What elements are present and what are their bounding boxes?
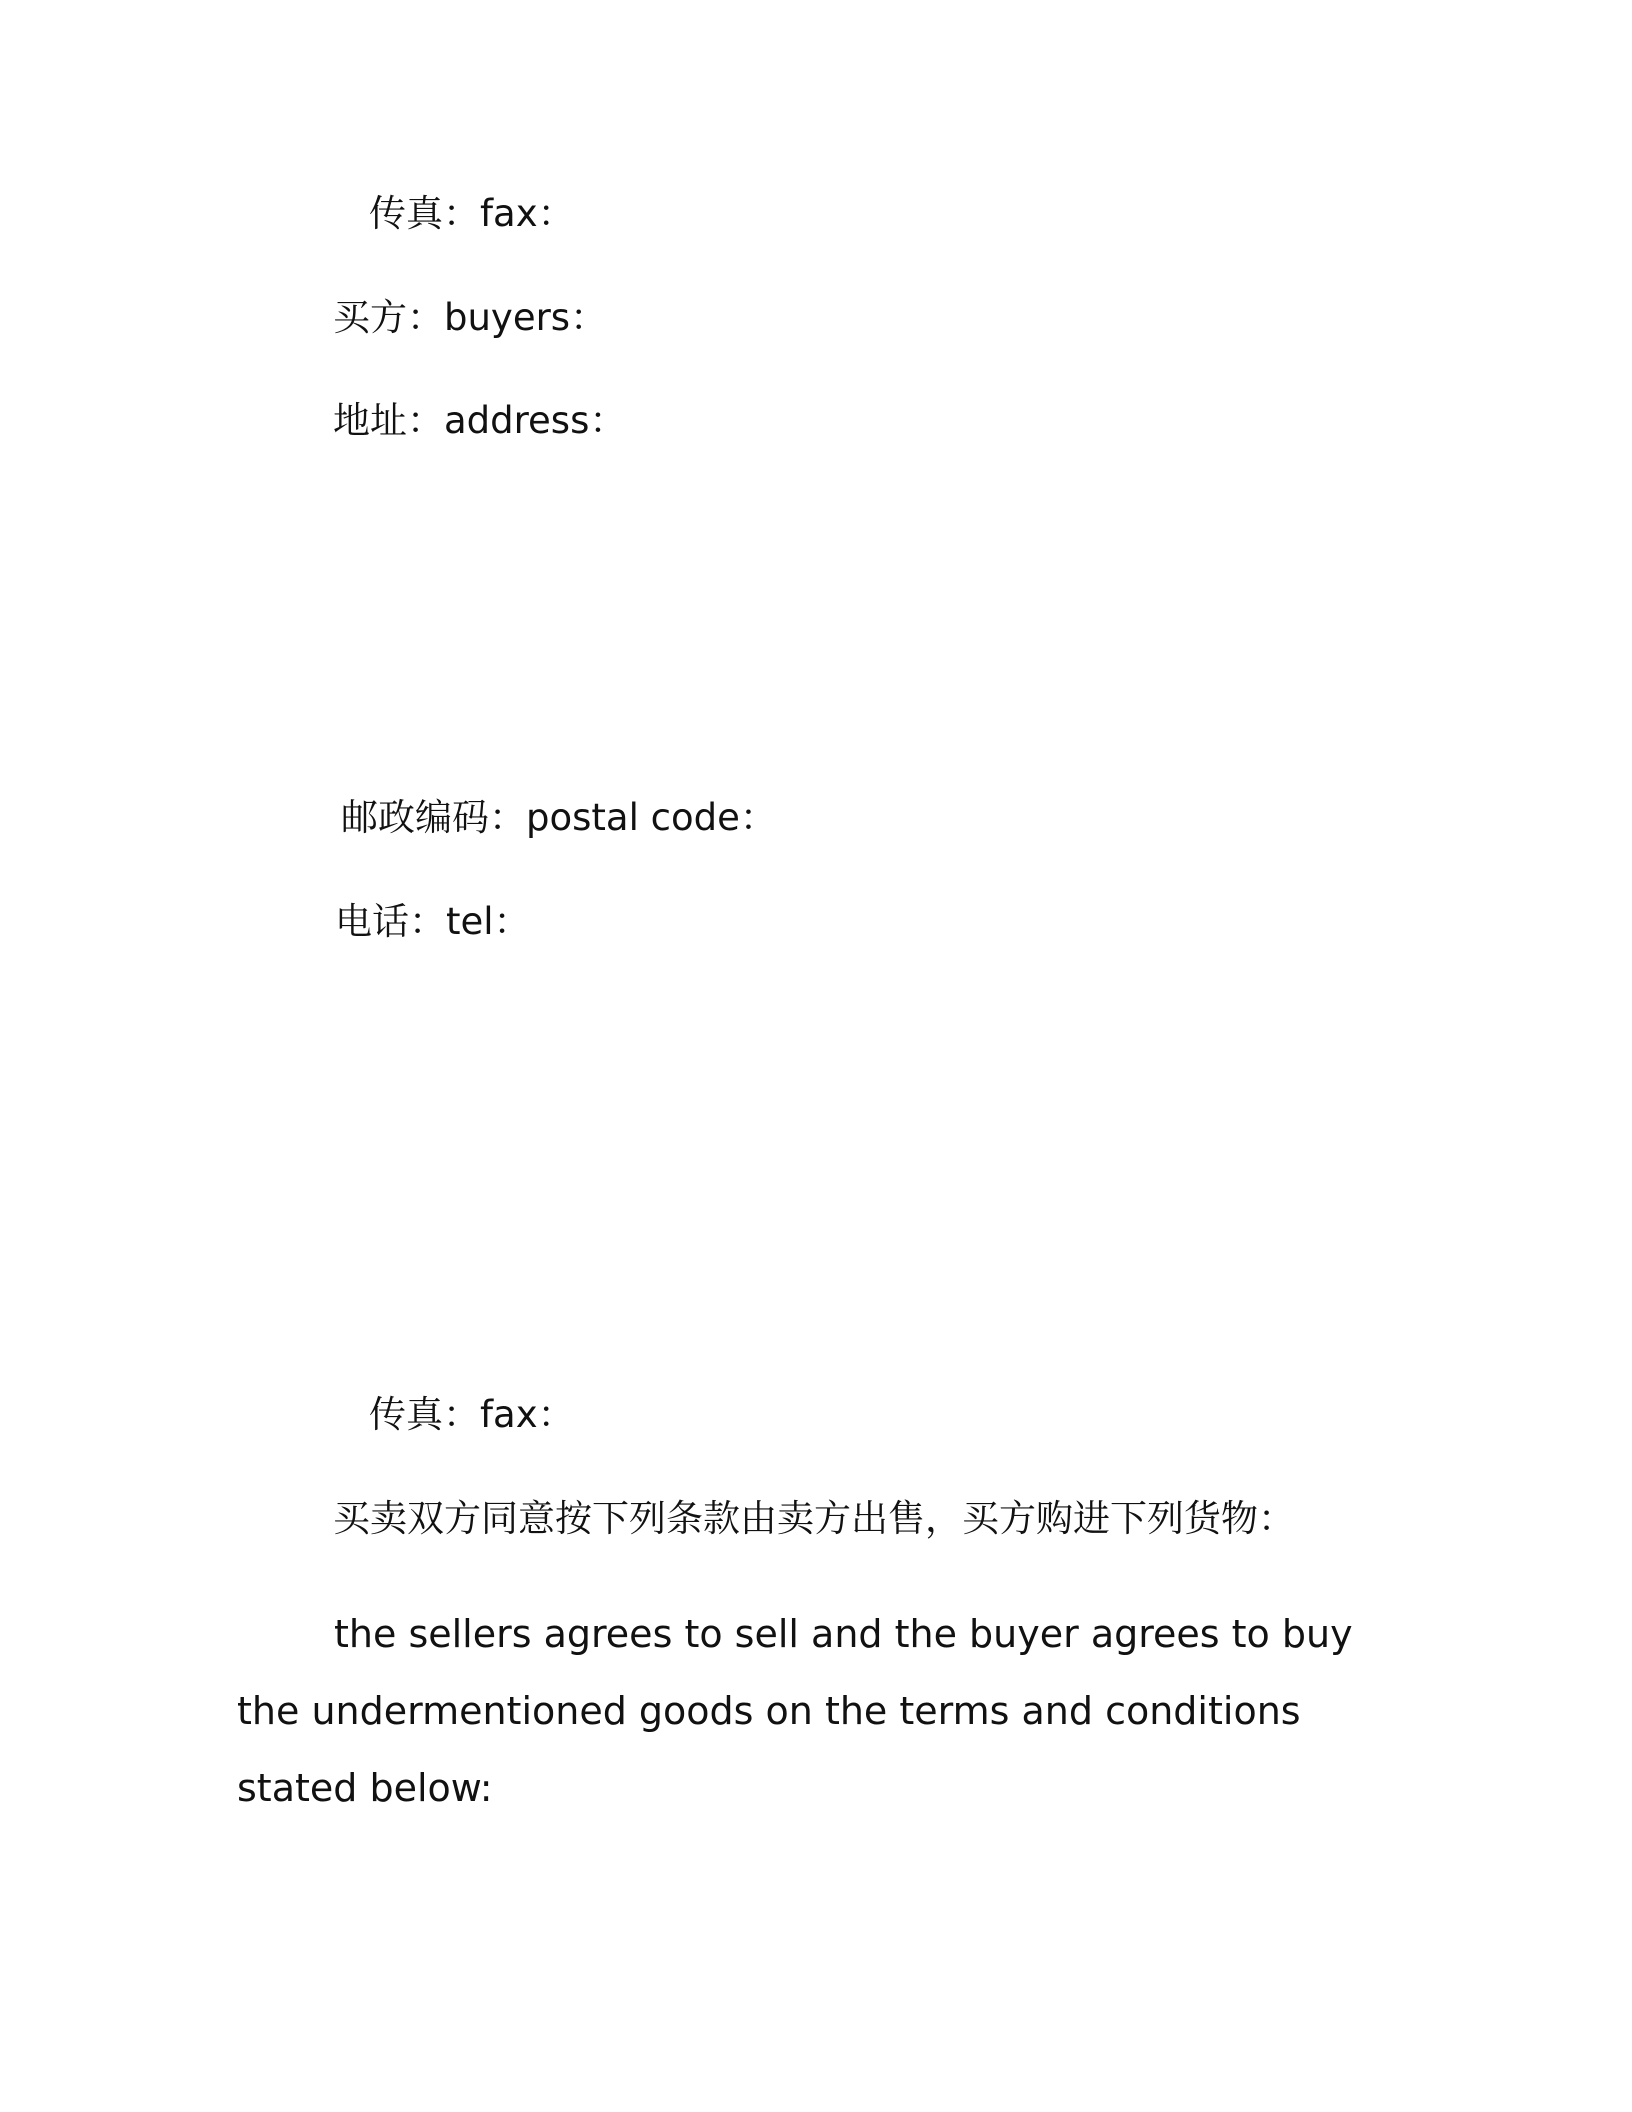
agreement-english-paragraph: the sellers agrees to sell and the buyer agrees to buy the undermentioned goods on the terms and conditions stated below:	[237, 1612, 1353, 1810]
seller-fax-line: 传真：fax：	[369, 192, 575, 235]
buyer-fax-line: 传真：fax：	[369, 1393, 575, 1436]
buyers-line: 买方：buyers：	[333, 296, 608, 339]
agreement-chinese-line: 买卖双方同意按下列条款由卖方出售，买方购进下列货物：	[333, 1497, 1295, 1540]
tel-line: 电话：tel：	[335, 900, 531, 943]
postal-code-line: 邮政编码：postal code：	[341, 796, 777, 839]
address-line: 地址：address：	[333, 399, 627, 442]
